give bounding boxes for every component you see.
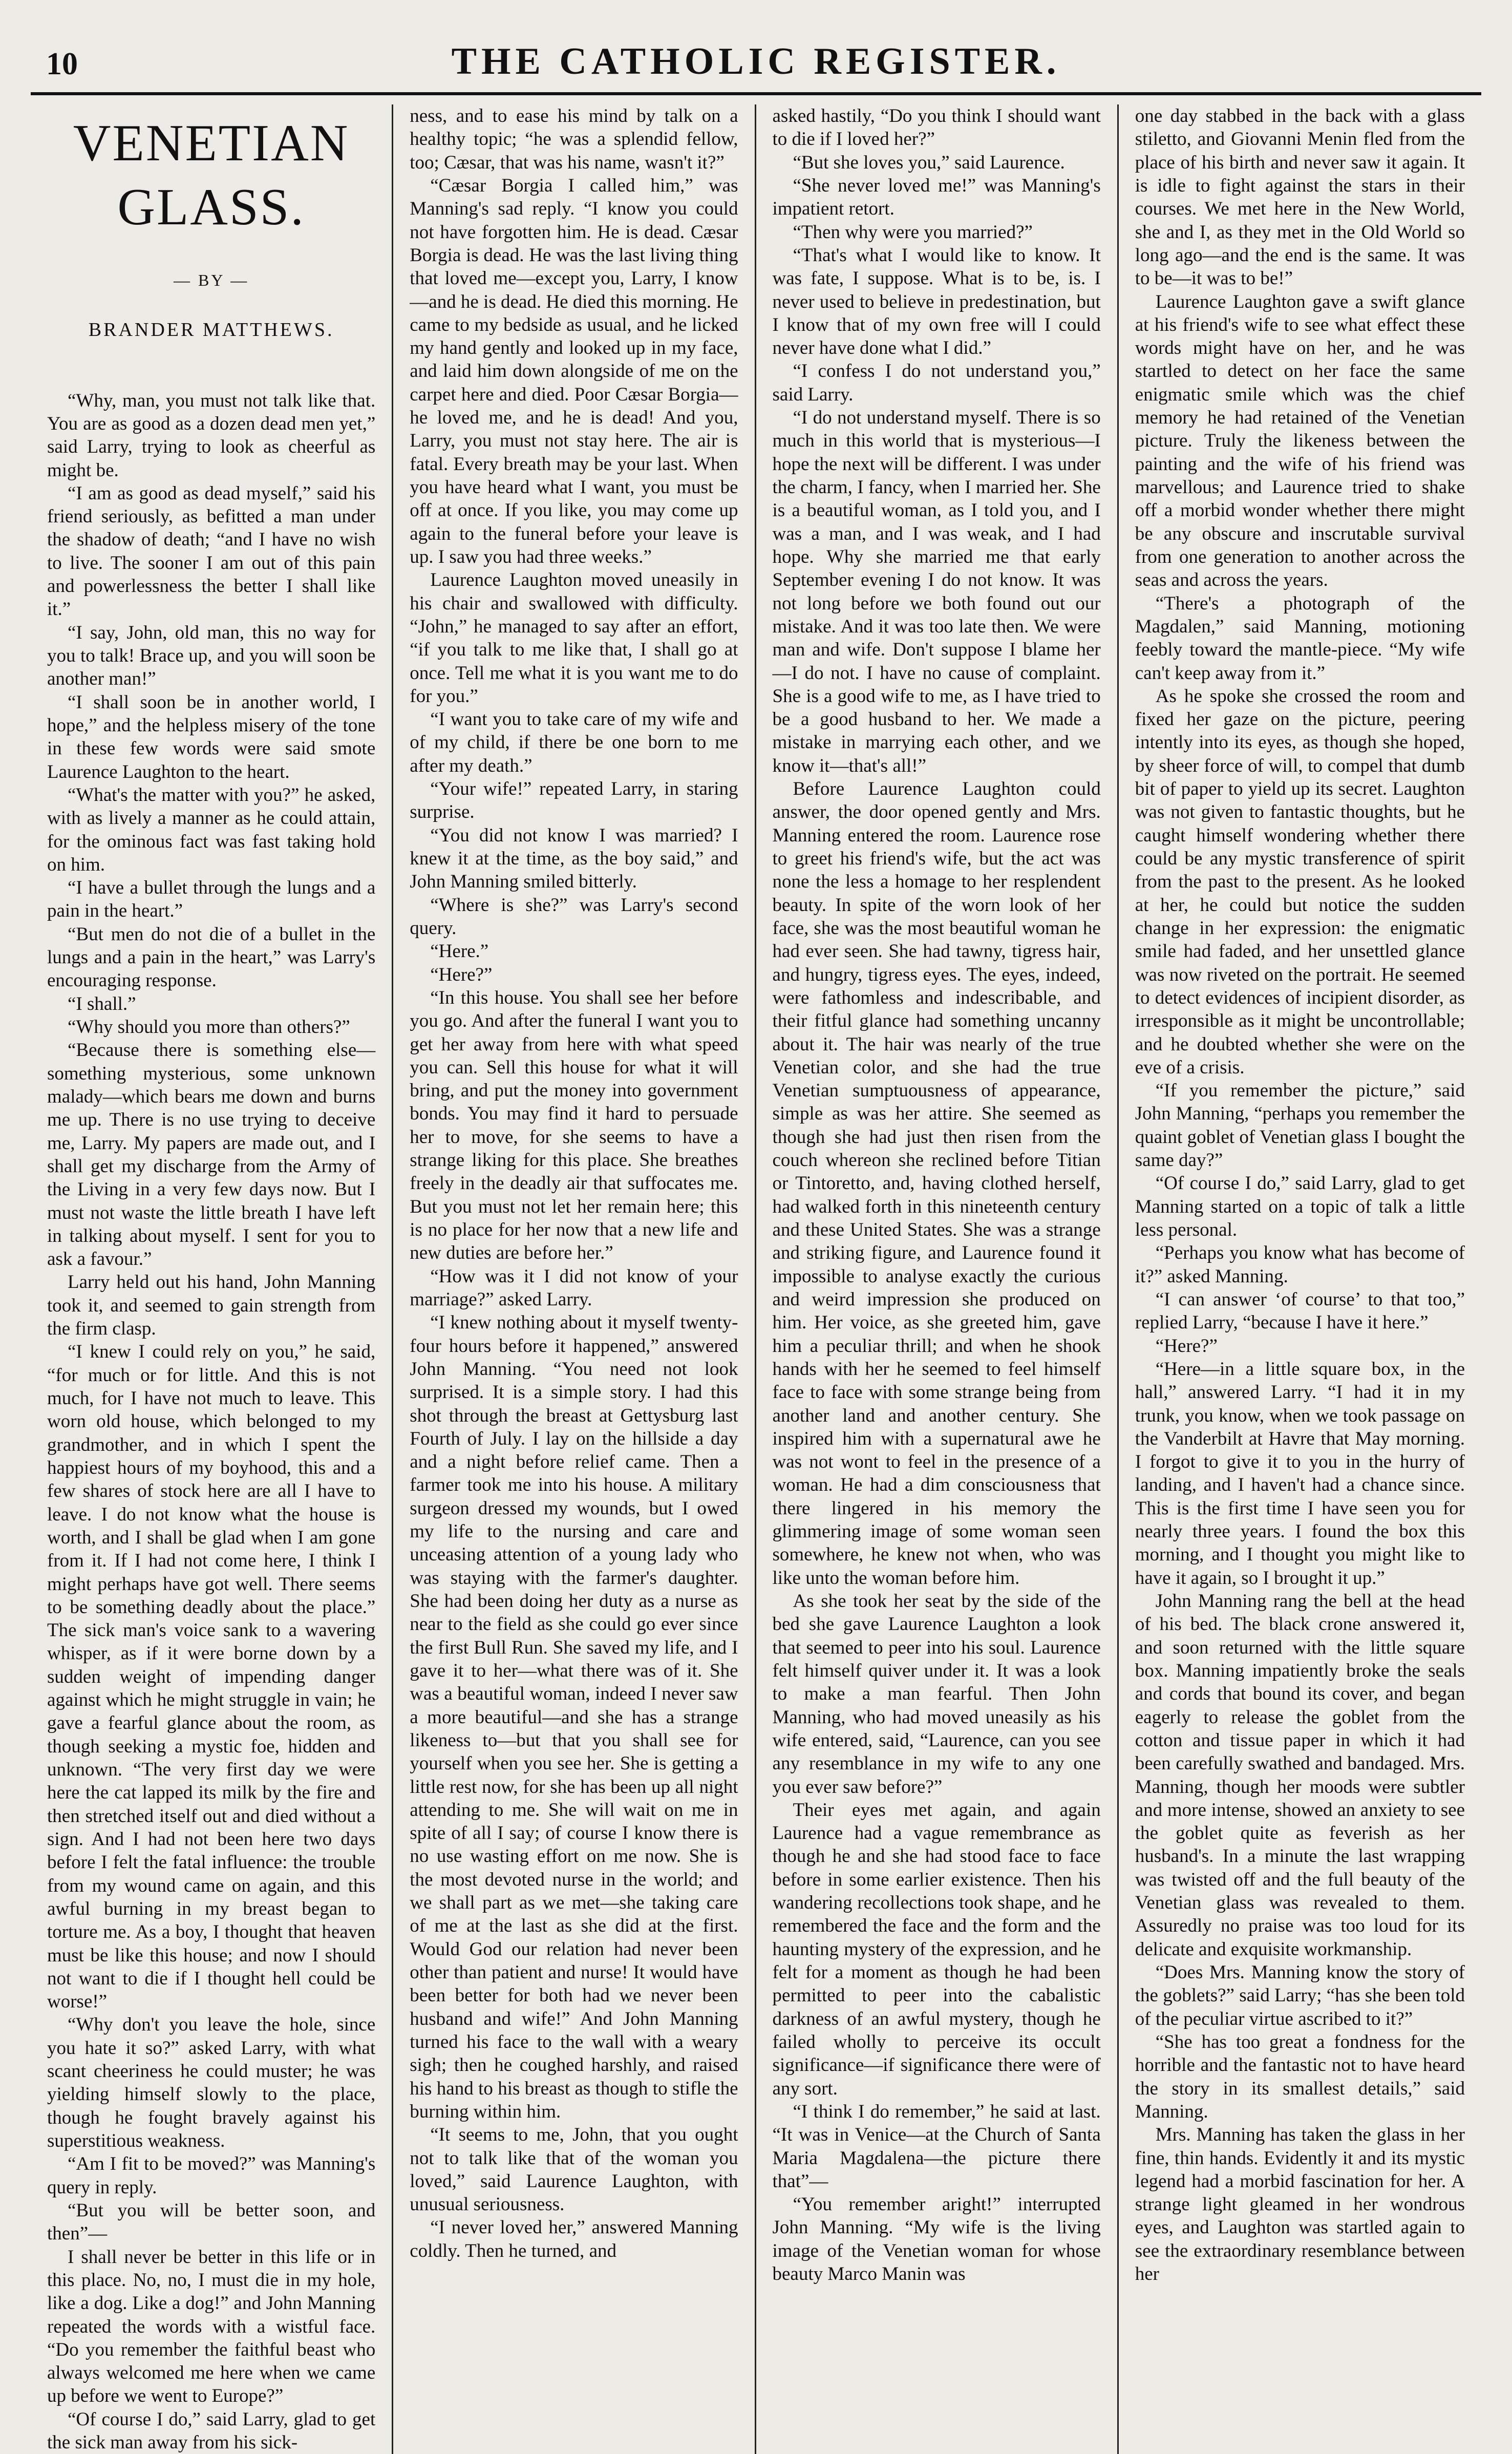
paragraph: “If you remember the picture,” said John Manning, “perhaps you remember the quaint goblet of Venetian glass I bought the same day?” [1135, 1080, 1465, 1171]
paragraph: “I can answer ‘of course’ to that too,” replied Larry, “because I have it here.” [1135, 1288, 1465, 1334]
paragraph: “How was it I did not know of your marriage?” asked Larry. [410, 1265, 738, 1310]
paragraph: Larry held out his hand, John Manning took it, and seemed to gain strength from the firm clasp. [47, 1272, 376, 1340]
column-4 [1119, 104, 1481, 2454]
paragraph: I shall never be better in this life or in this place. No, no, I must die in my hole, like a dog. Like a dog!” and John Manning repeated the words with a wistful face. “Do you remember the faithful beast who always welcomed me here when we came up before we went to Europe?” [47, 2246, 376, 2407]
paragraph: “That's what I would like to know. It was fate, I suppose. What is to be, is. I never used to believe in predestination, but I know that of my own free will I could never have done what I did.” [772, 244, 1101, 359]
paragraph: “Why should you more than others?” [68, 1017, 350, 1038]
paragraph: “Am I fit to be moved?” was Manning's query in reply. [47, 2153, 376, 2198]
column-3-text [773, 104, 1101, 2286]
column-1-text [47, 389, 375, 2454]
paragraph: “Your wife!” repeated Larry, in staring surprise. [410, 778, 738, 823]
paragraph: “Of course I do,” said Larry, glad to get the sick man away from his sick- [47, 2408, 376, 2453]
paragraph: “But men do not die of a bullet in the lungs and a pain in the heart,” was Larry's encouraging response. [47, 923, 376, 991]
paragraph: As he spoke she crossed the room and fixed her gaze on the picture, peering intently into its eyes, as though she hoped, by sheer force of will, to compel that dumb bit of paper to yield up its secret. Laughton was not given to fantastic thoughts, but he caught himself wondering whether there could be any mystic transference of spirit from the past to the present. As he looked at her, he could but notice the sudden change in her expression: the enigmatic smile had faded, and her unsettled glance was now riveted on the portrait. He seemed to detect evidences of incipient disorder, as irresponsible as it might be uncontrollable; and he doubted whether she were on the eve of a crisis. [1135, 685, 1465, 1078]
column-2 [393, 104, 756, 2454]
paragraph: “She never loved me!” was Manning's impatient retort. [772, 175, 1101, 220]
paragraph: “Why, man, you must not talk like that. You are as good as a dozen dead men yet,” said Larry, trying to look as cheerful as might be. [47, 390, 376, 481]
paragraph: “I shall soon be in another world, I hope,” and the helpless misery of the tone in these few words were said smote Laurence Laughton to the heart. [47, 691, 376, 782]
article-title: VENETIAN GLASS. [73, 114, 350, 236]
paragraph: “She has too great a fondness for the horrible and the fantastic not to have heard the story in its smallest details,” said Manning. [1135, 2031, 1465, 2122]
newspaper-title: THE CATHOLIC REGISTER. [451, 40, 1061, 82]
paragraph: “Perhaps you know what has become of it?” asked Manning. [1135, 1242, 1465, 1287]
column-2-text [410, 104, 738, 2262]
byline-by: — BY — [173, 270, 249, 289]
paragraph: “But you will be better soon, and then”— [47, 2199, 376, 2245]
paragraph: “Here?” [1155, 1335, 1218, 1357]
paragraph: “Here.” [430, 941, 489, 962]
article-author: BRANDER MATTHEWS. [88, 319, 334, 341]
paragraph: “You did not know I was married? I knew it at the time, as the boy said,” and John Manning smiled bitterly. [410, 824, 738, 893]
paragraph: “Of course I do,” said Larry, glad to get Manning started on a topic of talk a little less personal. [1135, 1173, 1465, 1240]
paragraph: “I never loved her,” answered Manning coldly. Then he turned, and [410, 2217, 738, 2261]
paragraph: one day stabbed in the back with a glass stiletto, and Giovanni Menin fled from the place of his birth and never saw it again. It is idle to fight against the stars in their courses. We met here in the New World, she and I, as they met in the Old World so long ago—and the end is the same. It was to be—it was to be!” [1135, 105, 1465, 289]
paragraph: Laurence Laughton moved uneasily in his chair and swallowed with difficulty. “John,” he managed to say after an effort, “if you talk to me like that, I shall go at once. Tell me what it is you want me to do for you.” [410, 569, 738, 707]
paragraph: “I am as good as dead myself,” said his friend seriously, as befitted a man under the shadow of death; “and I have no wish to live. The sooner I am out of this pain and powerlessness the better I shall like it.” [47, 482, 376, 620]
paragraph: “Why don't you leave the hole, since you hate it so?” asked Larry, with what scant cheeriness he could muster; he was yielding himself slowly to the place, though he fought bravely against his superstitious weakness. [47, 2014, 376, 2152]
column-4-text [1135, 104, 1465, 2286]
article-columns [31, 104, 1481, 2453]
paragraph: “In this house. You shall see her before you go. And after the funeral I want you to get her away from here with what speed you can. Sell this house for what it will bring, and put the money into government bonds. You may find it hard to persuade her to move, for she seems to have a strange liking for this place. She breathes freely in the deadly air that suffocates me. But you must not let her remain here; this is no place for her now that a new life and new duties are before her.” [410, 987, 738, 1264]
paragraph: “Does Mrs. Manning know the story of the goblets?” said Larry; “has she been told of the peculiar virtue ascribed to it?” [1135, 1962, 1465, 2029]
paragraph: asked hastily, “Do you think I should want to die if I loved her?” [772, 105, 1101, 150]
paragraph: “I shall.” [68, 993, 136, 1014]
paragraph: Their eyes met again, and again Laurence had a vague remembrance as though he and she had stood face to face before in some earlier existence. Then his wandering recollections took shape, and he remembered the face and the form and the haunting mystery of the expression, and he felt for a moment as though he had been permitted to peer into the cabalistic darkness of an awful mystery, though he failed wholly to perceive its occult significance—if significance there were of any sort. [772, 1799, 1101, 2099]
paragraph: “What's the matter with you?” he asked, with as lively a manner as he could attain, for the ominous fact was fast taking hold on him. [47, 784, 376, 875]
paragraph: Mrs. Manning has taken the glass in her fine, thin hands. Evidently it and its mystic legend had a morbid fascination for her. A strange light gleamed in her wondrous eyes, and Laughton was startled again to see the extraordinary resemblance between her [1135, 2124, 1465, 2285]
column-1 [31, 104, 393, 2454]
paragraph: “You remember aright!” interrupted John Manning. “My wife is the living image of the Venetian woman for whose beauty Marco Manin was [772, 2194, 1101, 2285]
paragraph: “I want you to take care of my wife and of my child, if there be one born to me after my death.” [410, 709, 738, 776]
page-number: 10 [46, 47, 78, 81]
paragraph: “I do not understand myself. There is so much in this world that is mysterious—I hope the next will be different. I was under the charm, I fancy, when I married her. She is a beautiful woman, as I told you, and I was a man, and I was weak, and I had hope. Why she married me that early September evening I do not know. It was not long before we both found out our mistake. And it was too late then. We were man and wife. Don't suppose I blame her—I do not. I have no cause of complaint. She is a good wife to me, as I have tried to be a good husband to her. We made a mistake in marrying each other, and we know it—that's all!” [772, 407, 1101, 776]
paragraph: “Cæsar Borgia I called him,” was Manning's sad reply. “I know you could not have forgotten him. He is dead. Cæsar Borgia is dead. He was the last living thing that loved me—except you, Larry, I know—and he is dead. He died this morning. He came to my bedside as usual, and he licked my hand gently and looked up in my face, and laid him down alongside of me on the carpet here and died. Poor Cæsar Borgia—he loved me, and he is dead! And you, Larry, you must not stay here. The air is fatal. Every breath may be your last. When you have heard what I want, you must be off at once. If you like, you may come up again to the funeral before your leave is up. I saw you had three weeks.” [410, 175, 738, 567]
paragraph: “Here—in a little square box, in the hall,” answered Larry. “I had it in my trunk, you know, when we took passage on the Vanderbilt at Havre that May morning. I forgot to give it to you in the hurry of landing, and I haven't had a chance since. This is the first time I have seen you for nearly three years. I found the box this morning, and I thought you might like to have it again, so I brought it up.” [1135, 1358, 1465, 1589]
paragraph: “Because there is something else—something mysterious, some unknown malady—which bears me down and burns me up. There is no use trying to deceive me, Larry. My papers are made out, and I shall get my discharge from the Army of the Living in a very few days now. But I must not waste the little breath I have left in talking about myself. I sent for you to ask a favour.” [47, 1040, 376, 1270]
paragraph: “I say, John, old man, this no way for you to talk! Brace up, and you will soon be another man!” [47, 622, 376, 690]
paragraph: “I confess I do not understand you,” said Larry. [772, 361, 1101, 405]
paragraph: “Here?” [430, 964, 493, 985]
column-3 [756, 104, 1119, 2454]
paragraph: “But she loves you,” said Laurence. [793, 152, 1065, 173]
paragraph: “There's a photograph of the Magdalen,” said Manning, motioning feebly toward the mantle-piece. “My wife can't keep away from it.” [1135, 593, 1465, 684]
paragraph: Laurence Laughton gave a swift glance at his friend's wife to see what effect these words might have on her, and he was startled to detect on her face the same enigmatic smile which was the chief memory he had retained of the Venetian picture. Truly the likeness between the painting and the wife of his friend was marvellous; and Laurence tried to shake off a morbid wonder whether there might be any obscure and inscrutable survival from one generation to another across the seas and across the years. [1135, 291, 1465, 591]
paragraph: ness, and to ease his mind by talk on a healthy topic; “he was a splendid fellow, too; Cæsar, that was his name, wasn't it?” [410, 105, 738, 173]
paragraph: As she took her seat by the side of the bed she gave Laurence Laughton a look that seemed to peer into his soul. Laurence felt himself quiver under it. It was a look to make a man fearful. Then John Manning, who had moved uneasily as his wife entered, said, “Laurence, can you see any resemblance in my wife to any one you ever saw before?” [772, 1591, 1101, 1797]
paragraph: “It seems to me, John, that you ought not to talk like that of the woman you loved,” said Laurence Laughton, with unusual seriousness. [410, 2124, 738, 2215]
paragraph: “I have a bullet through the lungs and a pain in the heart.” [47, 877, 376, 922]
paragraph: “I think I do remember,” he said at last. “It was in Venice—at the Church of Santa Maria Magdalena—the picture there that”— [772, 2101, 1101, 2192]
paragraph: “Where is she?” was Larry's second query. [410, 894, 738, 939]
paragraph: “I knew nothing about it myself twenty-four hours before it happened,” answered John Manning. “You need not look surprised. It is a simple story. I had this shot through the breast at Gettysburg last Fourth of July. I lay on the hillside a day and a night before relief came. Then a farmer took me into his house. A military surgeon dressed my wounds, but I owed my life to the nursing and care and unceasing attention of a young lady who was staying with the farmer's daughter. She had been doing her duty as a nurse as near to the field as she could go ever since the first Bull Run. She saved my life, and I gave it to her—what there was of it. She was a beautiful woman, indeed I never saw a more beautiful—and she has a strange likeness to—but that you shall see for yourself when you see her. She is getting a little rest now, for she has been up all night attending to me. She will wait on me in spite of all I say; of course I know there is no use wasting effort on me now. She is the most devoted nurse in the world; and we shall part as we met—she taking care of me at the last as she did at the first. Would God our relation had never been other than patient and nurse! It would have been better for both had we never been husband and wife!” And John Manning turned his face to the wall with a weary sigh; then he coughed harshly, and raised his hand to his breast as though to stifle the burning within him. [410, 1312, 738, 2122]
paragraph: John Manning rang the bell at the head of his bed. The black crone answered it, and soon returned with the little square box. Manning impatiently broke the seals and cords that bound its cover, and began eagerly to release the goblet from the cotton and tissue paper in which it had been carefully swathed and bandaged. Mrs. Manning, though her moods were subtler and more intense, showed an anxiety to see the goblet quite as feverish as her husband's. In a minute the last wrapping was twisted off and the full beauty of the Venetian glass was revealed to them. Assuredly no praise was too loud for its delicate and exquisite workmanship. [1135, 1591, 1465, 1960]
paragraph: “Then why were you married?” [793, 221, 1033, 243]
paragraph: Before Laurence Laughton could answer, the door opened gently and Mrs. Manning entered the room. Laurence rose to greet his friend's wife, but the act was none the less a homage to her resplendent beauty. In spite of the worn look of her face, she was the most beautiful woman he had ever seen. She had tawny, tigress hair, and hungry, tigress eyes. The eyes, indeed, were fathomless and indescribable, and their fitful glance had something uncanny about it. The hair was nearly of the true Venetian color, and she had the true Venetian sumptuousness of appearance, simple as was her attire. She seemed as though she had just then risen from the couch whereon she reclined before Titian or Tintoretto, and, having clothed herself, had walked forth in this nineteenth century and these United States. She was a strange and striking figure, and Laurence found it impossible to analyse exactly the curious and weird impression she produced on him. Her voice, as she greeted him, gave him a peculiar thrill; and when he shook hands with her he seemed to feel himself face to face with some strange being from another land and another century. She inspired him with a supernatural awe he was not wont to feel in the presence of a woman. He had a dim consciousness that there lingered in his memory the glimmering image of some woman seen somewhere, he knew not when, who was like unto the woman before him. [772, 778, 1101, 1589]
masthead [31, 36, 1481, 95]
paragraph: “I knew I could rely on you,” he said, “for much or for little. And this is not much, for I have not much to leave. This worn old house, which belonged to my grandmother, and in which I spent the happiest hours of my boyhood, this and a few shares of stock here are all I have to leave. I do not know what the house is worth, and I shall be glad when I am gone from it. If I had not come here, I think I might perhaps have got well. There seems to be something deadly about the place.” The sick man's voice sank to a wavering whisper, as if it were borne down by a sudden weight of impending danger against which he might struggle in vain; he gave a fearful glance about the room, as though seeking a mystic foe, hidden and unknown. “The very first day we were here the cat lapped its milk by the fire and then stretched itself out and died without a sign. And I had not been here two days before I felt the fatal influence: the trouble from my wound came on again, and this awful burning in my breast began to torture me. As a boy, I thought that heaven must be like this house; and now I should not want to die if I thought hell could be worse!” [47, 1341, 376, 2013]
